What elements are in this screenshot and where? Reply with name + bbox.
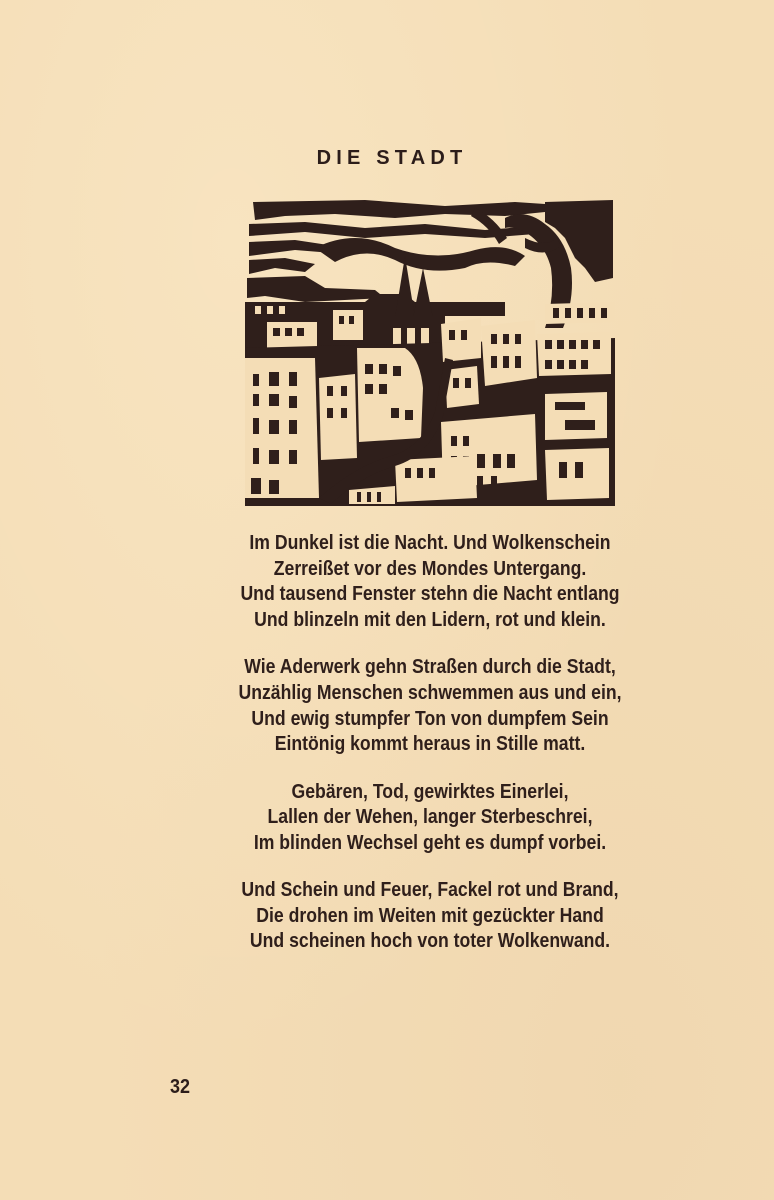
verse-line: Eintönig kommt heraus in Stille matt. xyxy=(274,732,586,756)
verse-line: Und tausend Fenster stehn die Nacht entlang xyxy=(240,582,620,606)
poem-title: DIE STADT xyxy=(316,147,468,169)
verse-line: Und scheinen hoch von toter Wolkenwand. xyxy=(249,929,611,953)
verse-line: Und Schein und Feuer, Fackel rot und Brand, xyxy=(241,878,619,902)
verse-line: Im Dunkel ist die Nacht. Und Wolkenschein xyxy=(249,531,611,554)
woodcut-illustration xyxy=(245,198,615,506)
verse-line: Lallen der Wehen, langer Sterbeschrei, xyxy=(267,805,593,829)
page-number: 32 xyxy=(170,1076,191,1098)
verse-line: Die drohen im Weiten mit gezückter Hand xyxy=(256,903,604,927)
verse-line: Wie Aderwerk gehn Straßen durch die Stadt, xyxy=(244,655,616,679)
poem-body xyxy=(150,530,710,976)
verse-line: Und blinzeln mit den Lidern, rot und klein. xyxy=(254,608,606,632)
stanza-4 xyxy=(150,877,710,954)
verse-line: Im blinden Wechsel geht es dumpf vorbei. xyxy=(253,830,607,854)
verse-line: Zerreißet vor des Mondes Untergang. xyxy=(273,556,587,580)
stanza-1 xyxy=(150,530,710,633)
verse-line: Und ewig stumpfer Ton von dumpfem Sein xyxy=(251,706,609,730)
stanza-2 xyxy=(150,654,710,757)
stanza-3 xyxy=(150,779,710,856)
verse-line: Gebären, Tod, gewirktes Einerlei, xyxy=(291,779,569,803)
verse-line: Unzählig Menschen schwemmen aus und ein, xyxy=(238,680,622,704)
